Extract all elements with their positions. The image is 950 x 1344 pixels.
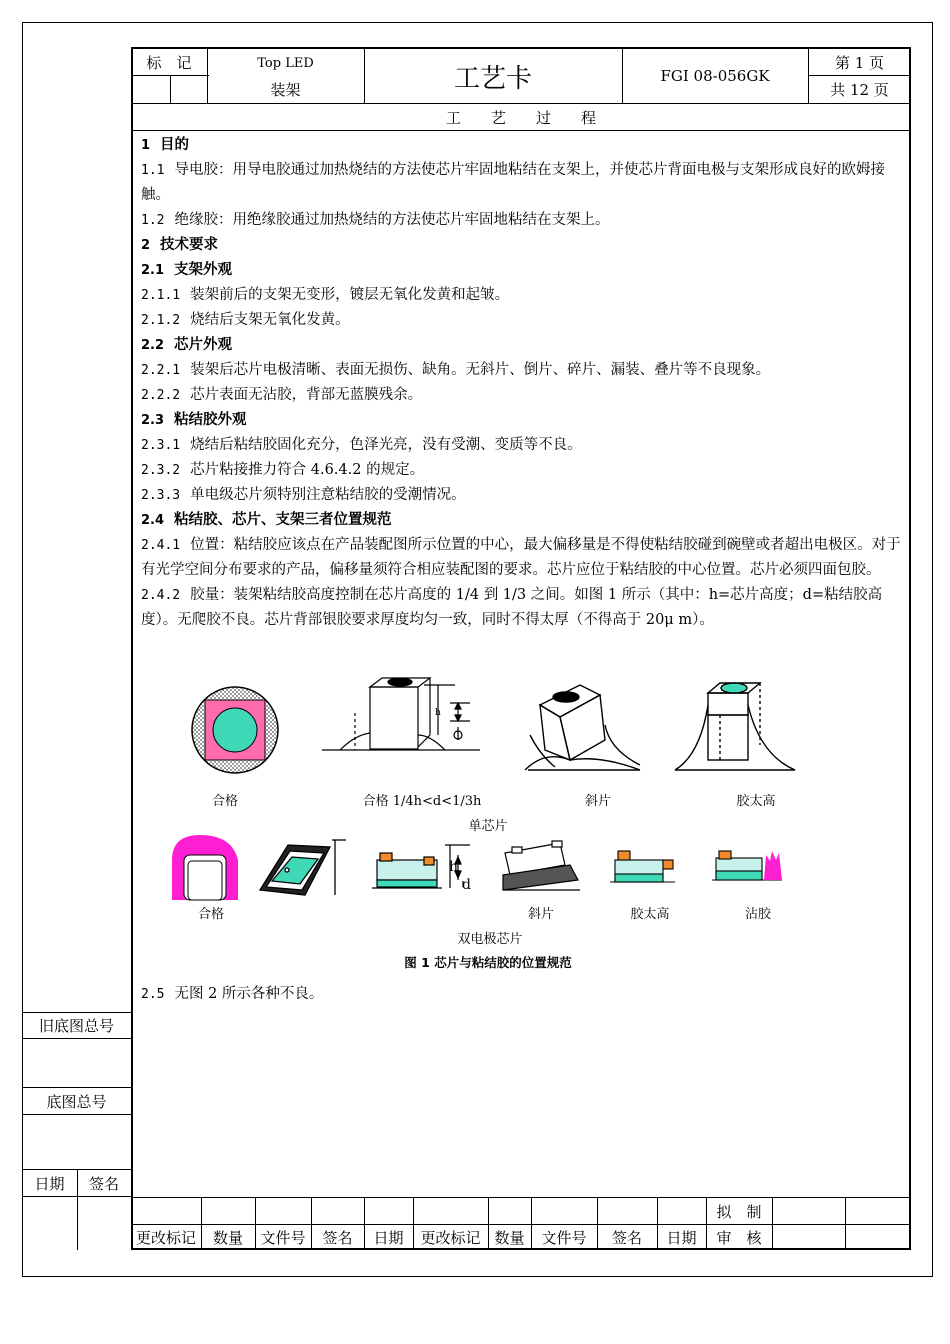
process-name: 装架	[270, 81, 301, 99]
content-heading: 目的	[160, 137, 190, 153]
content-item-number: 2.3	[141, 413, 165, 428]
footer-col-signature-2: 签名	[611, 1229, 642, 1247]
section-band: 工 艺 过 程	[445, 108, 596, 127]
page-number: 第 1 页	[834, 53, 885, 72]
drawing-number-label: 底图总号	[46, 1092, 107, 1111]
figure-caption: 图 1 芯片与粘结胶的位置规范	[404, 955, 572, 970]
content-item-number: 2.2	[141, 338, 165, 353]
fig-group-double-electrode: 双电极芯片	[457, 932, 523, 947]
mark-label: 标 记	[146, 53, 192, 72]
svg-text:h: h	[449, 859, 459, 875]
content-text: 芯片表面无沾胶，背部无蓝膜残余。	[190, 387, 423, 403]
content-item	[141, 383, 905, 408]
content-item-number: 2.2.2	[141, 388, 181, 403]
content-item-number: 2	[141, 238, 151, 253]
content-item	[141, 408, 905, 433]
content-item-number: 2.3.2	[141, 463, 181, 478]
content-item	[141, 433, 905, 458]
footer-col-date: 日期	[373, 1229, 404, 1247]
svg-text:h: h	[435, 708, 441, 718]
content-text: 导电胶：用导电胶通过加热烧结的方法使芯片牢固地粘结在支架上，并使芯片背面电极与支架形成良好的欧姆接触。	[141, 162, 885, 203]
draft-label: 拟 制	[716, 1202, 762, 1221]
figure-tilted-chip	[525, 685, 640, 770]
content-item	[141, 133, 905, 158]
content-item-number: 2.4.1	[141, 538, 181, 553]
content-item	[141, 333, 905, 358]
content-item	[141, 508, 905, 533]
content-text: 装架后芯片电极清晰、表面无损伤、缺角。无斜片、倒片、碎片、漏装、叠片等不良现象。	[190, 362, 771, 378]
document-number: FGI 08-056GK	[660, 67, 770, 85]
content-text: 单电级芯片须特别注意粘结胶的受潮情况。	[190, 487, 466, 503]
signature-label: 签名	[88, 1174, 119, 1193]
content-item-number: 2.1.1	[141, 288, 181, 303]
figure-glue-contamination	[712, 851, 782, 880]
content-item	[141, 283, 905, 308]
content-item	[141, 258, 905, 283]
content-text: 烧结后支架无氧化发黄。	[190, 312, 350, 328]
product-name: Top LED	[257, 55, 314, 71]
page-title: 工艺卡	[453, 63, 532, 94]
old-drawing-number-label: 旧底图总号	[38, 1016, 114, 1035]
footer-col-date-2: 日期	[666, 1229, 697, 1247]
content-text: 位置：粘结胶应该点在产品装配图所示位置的中心，最大偏移量是不得使粘结胶碰到碗壁或者超出电极区。对于有光学空间分布要求的产品，偏移量须符合相应装配图的要求。芯片应位于粘结胶的中心位置。芯片必须四面包胶。	[141, 537, 901, 578]
content-item	[141, 483, 905, 508]
figure-glue-too-high	[675, 683, 795, 770]
fig-label-double-pass: 合格	[197, 907, 225, 922]
figure-double-dimension	[372, 845, 471, 893]
figure-double-tilted	[503, 841, 580, 890]
figure-pass-dimension	[322, 678, 480, 750]
item-2-5: 2.5 无图 2 所示各种不良。	[141, 986, 324, 1002]
footer-col-signature: 签名	[322, 1229, 353, 1247]
fig-label-pass: 合格	[211, 794, 239, 809]
date-label: 日期	[34, 1174, 65, 1193]
footer-col-quantity-2: 数量	[494, 1229, 525, 1247]
content-text: 烧结后粘结胶固化充分，色泽光亮，没有受潮、变质等不良。	[190, 437, 582, 453]
svg-text:d: d	[462, 877, 471, 893]
content-item	[141, 308, 905, 333]
content-heading: 芯片外观	[174, 337, 233, 353]
content-item-number: 2.3.3	[141, 488, 181, 503]
content-item	[141, 583, 905, 633]
content-item	[141, 533, 905, 583]
fig-label-pass-ratio: 合格 1/4h<d<1/3h	[362, 794, 482, 809]
content-heading: 粘结胶外观	[174, 412, 247, 428]
content-item-number: 2.3.1	[141, 438, 181, 453]
footer-col-change-mark-2: 更改标记	[420, 1229, 481, 1247]
footer-col-file-no: 文件号	[260, 1229, 306, 1247]
fig-label-contamination: 沾胶	[744, 907, 772, 922]
content-text: 绝缘胶：用绝缘胶通过加热烧结的方法使芯片牢固地粘结在支架上。	[174, 212, 610, 228]
content-item	[141, 233, 905, 258]
content-item-number: 2.4	[141, 513, 165, 528]
fig-group-single-chip: 单芯片	[468, 819, 508, 834]
content-item	[141, 158, 905, 208]
review-label: 审 核	[716, 1229, 762, 1247]
content-heading: 粘结胶、芯片、支架三者位置规范	[174, 512, 392, 528]
content-item-number: 1.1	[141, 163, 165, 178]
figure-double-pass	[172, 835, 238, 900]
footer-col-quantity: 数量	[212, 1229, 243, 1247]
fig-label-glue-high: 胶太高	[736, 794, 776, 809]
content-item	[141, 358, 905, 383]
content-item-number: 1.2	[141, 213, 165, 228]
fig-label-double-glue-high: 胶太高	[630, 907, 670, 922]
content-text: 芯片粘接推力符合 4.6.4.2 的规定。	[190, 462, 425, 478]
figure-double-too-high	[610, 851, 675, 882]
content-text: 装架前后的支架无变形，镀层无氧化发黄和起皱。	[190, 287, 510, 303]
content-item-number: 2.4.2	[141, 588, 181, 603]
content-item	[141, 458, 905, 483]
page-total: 共 12 页	[830, 81, 889, 99]
figure-1-drawings	[160, 675, 820, 915]
footer-col-file-no-2: 文件号	[541, 1229, 587, 1247]
content-text: 胶量：装架粘结胶高度控制在芯片高度的 1/4 到 1/3 之间。如图 1 所示（其中：h=芯片高度；d=粘结胶高度）。无爬胶不良。芯片背部银胶要求厚度均匀一致，同时不得太厚（不得高于 20μ m）。	[141, 587, 883, 628]
content-item-number: 2.2.1	[141, 363, 181, 378]
content-heading: 技术要求	[160, 237, 219, 253]
content-item-number: 2.1	[141, 263, 165, 278]
figure-top-view-pass	[192, 687, 278, 773]
fig-label-double-tilted: 斜片	[527, 907, 555, 922]
footer-col-change-mark: 更改标记	[135, 1229, 196, 1247]
content-item-number: 2.1.2	[141, 313, 181, 328]
content-item	[141, 208, 905, 233]
content-item-number: 1	[141, 138, 151, 153]
fig-label-tilted: 斜片	[584, 794, 612, 809]
content-heading: 支架外观	[174, 262, 233, 278]
content-body	[141, 133, 905, 633]
figure-double-frame	[260, 840, 346, 895]
